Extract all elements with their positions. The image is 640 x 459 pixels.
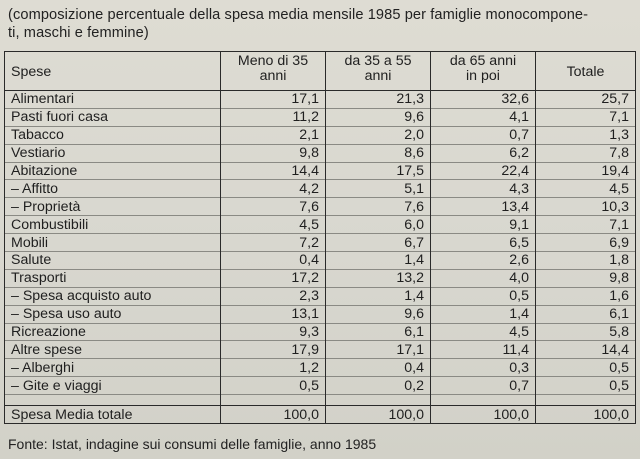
cell-totale: 6,1	[536, 305, 636, 323]
table-spacer-row	[5, 395, 636, 406]
cell-under-35: 13,1	[221, 305, 326, 323]
table-row	[5, 252, 636, 270]
cell-under-35: 7,2	[221, 234, 326, 252]
total-35-55: 100,0	[326, 406, 431, 424]
row-label: Combustibili	[5, 216, 221, 234]
cell-under-35: 4,2	[221, 180, 326, 198]
cell-under-35: 0,5	[221, 377, 326, 395]
cell-totale: 19,4	[536, 162, 636, 180]
cell-totale: 14,4	[536, 341, 636, 359]
table-row	[5, 126, 636, 144]
row-label: Trasporti	[5, 269, 221, 287]
spacer-cell	[326, 395, 431, 406]
cell-65-plus: 13,4	[431, 198, 536, 216]
cell-65-plus: 4,0	[431, 269, 536, 287]
source-note: Fonte: Istat, indagine sui consumi delle famiglie, anno 1985	[8, 436, 377, 452]
row-label: Vestiario	[5, 144, 221, 162]
cell-65-plus: 22,4	[431, 162, 536, 180]
header-35-55-line-1: da 35 a 55	[344, 53, 412, 69]
cell-35-55: 0,2	[326, 377, 431, 395]
cell-65-plus: 6,2	[431, 144, 536, 162]
total-label: Spesa Media totale	[5, 406, 221, 424]
cell-totale: 5,8	[536, 323, 636, 341]
table-row	[5, 91, 636, 109]
table-row	[5, 269, 636, 287]
cell-under-35: 17,1	[221, 91, 326, 109]
header-35-55-line-2: anni	[364, 68, 392, 84]
cell-under-35: 9,3	[221, 323, 326, 341]
cell-35-55: 9,6	[326, 305, 431, 323]
cell-totale: 0,5	[536, 359, 636, 377]
table-row	[5, 198, 636, 216]
table-row	[5, 216, 636, 234]
header-65-plus-line-2: in poi	[466, 68, 500, 84]
cell-under-35: 0,4	[221, 252, 326, 270]
cell-65-plus: 32,6	[431, 91, 536, 109]
cell-totale: 7,1	[536, 108, 636, 126]
cell-65-plus: 2,6	[431, 252, 536, 270]
cell-totale: 10,3	[536, 198, 636, 216]
row-label: – Spesa acquisto auto	[5, 287, 221, 305]
header-65-plus-line-1: da 65 anni	[449, 53, 517, 69]
caption-line-2: ti, maschi e femmine)	[8, 25, 149, 41]
cell-35-55: 1,4	[326, 287, 431, 305]
cell-35-55: 6,7	[326, 234, 431, 252]
row-label: Alimentari	[5, 91, 221, 109]
table-row	[5, 162, 636, 180]
row-label: Mobili	[5, 234, 221, 252]
cell-65-plus: 11,4	[431, 341, 536, 359]
expenditure-table	[4, 51, 636, 424]
cell-totale: 1,3	[536, 126, 636, 144]
cell-65-plus: 6,5	[431, 234, 536, 252]
table-row	[5, 377, 636, 395]
table-row	[5, 108, 636, 126]
header-totale: Totale	[536, 52, 636, 91]
row-label: Salute	[5, 252, 221, 270]
spacer-cell	[536, 395, 636, 406]
cell-totale: 7,8	[536, 144, 636, 162]
cell-totale: 1,8	[536, 252, 636, 270]
cell-35-55: 21,3	[326, 91, 431, 109]
cell-35-55: 6,1	[326, 323, 431, 341]
row-label: Ricreazione	[5, 323, 221, 341]
cell-65-plus: 0,7	[431, 377, 536, 395]
row-label: Tabacco	[5, 126, 221, 144]
caption-line-1: (composizione percentuale della spesa media mensile 1985 per famiglie monocompone-	[8, 7, 589, 23]
cell-totale: 6,9	[536, 234, 636, 252]
cell-totale: 0,5	[536, 377, 636, 395]
cell-totale: 7,1	[536, 216, 636, 234]
cell-35-55: 0,4	[326, 359, 431, 377]
header-65-plus	[431, 52, 536, 91]
cell-totale: 4,5	[536, 180, 636, 198]
header-35-55	[326, 52, 431, 91]
table-row	[5, 359, 636, 377]
header-spese: Spese	[5, 52, 221, 91]
cell-35-55: 17,1	[326, 341, 431, 359]
total-65-plus: 100,0	[431, 406, 536, 424]
cell-under-35: 9,8	[221, 144, 326, 162]
cell-under-35: 7,6	[221, 198, 326, 216]
cell-35-55: 6,0	[326, 216, 431, 234]
table-row	[5, 180, 636, 198]
cell-totale: 25,7	[536, 91, 636, 109]
cell-under-35: 2,1	[221, 126, 326, 144]
table-total-row	[5, 406, 636, 424]
row-label: – Proprietà	[5, 198, 221, 216]
table-header-row	[5, 52, 636, 91]
cell-35-55: 1,4	[326, 252, 431, 270]
table-row	[5, 341, 636, 359]
cell-under-35: 11,2	[221, 108, 326, 126]
table-row	[5, 287, 636, 305]
cell-65-plus: 4,5	[431, 323, 536, 341]
cell-65-plus: 4,1	[431, 108, 536, 126]
cell-65-plus: 1,4	[431, 305, 536, 323]
cell-totale: 1,6	[536, 287, 636, 305]
cell-totale: 9,8	[536, 269, 636, 287]
cell-35-55: 2,0	[326, 126, 431, 144]
row-label: Abitazione	[5, 162, 221, 180]
cell-35-55: 9,6	[326, 108, 431, 126]
table-row	[5, 323, 636, 341]
total-totale: 100,0	[536, 406, 636, 424]
spacer-cell	[221, 395, 326, 406]
row-label: – Affitto	[5, 180, 221, 198]
cell-35-55: 8,6	[326, 144, 431, 162]
cell-35-55: 13,2	[326, 269, 431, 287]
header-under-35-line-1: Meno di 35	[237, 53, 309, 69]
row-label: Pasti fuori casa	[5, 108, 221, 126]
spacer-cell	[431, 395, 536, 406]
cell-under-35: 4,5	[221, 216, 326, 234]
row-label: Altre spese	[5, 341, 221, 359]
table-row	[5, 144, 636, 162]
row-label: – Spesa uso auto	[5, 305, 221, 323]
cell-under-35: 2,3	[221, 287, 326, 305]
table-row	[5, 305, 636, 323]
cell-35-55: 7,6	[326, 198, 431, 216]
header-under-35-line-2: anni	[259, 68, 287, 84]
total-under-35: 100,0	[221, 406, 326, 424]
cell-65-plus: 4,3	[431, 180, 536, 198]
cell-under-35: 14,4	[221, 162, 326, 180]
table-row	[5, 234, 636, 252]
cell-65-plus: 0,7	[431, 126, 536, 144]
cell-65-plus: 0,3	[431, 359, 536, 377]
table-caption	[8, 6, 636, 42]
row-label: – Gite e viaggi	[5, 377, 221, 395]
cell-under-35: 1,2	[221, 359, 326, 377]
row-label: – Alberghi	[5, 359, 221, 377]
cell-35-55: 17,5	[326, 162, 431, 180]
header-under-35	[221, 52, 326, 91]
cell-under-35: 17,9	[221, 341, 326, 359]
cell-under-35: 17,2	[221, 269, 326, 287]
cell-65-plus: 0,5	[431, 287, 536, 305]
cell-65-plus: 9,1	[431, 216, 536, 234]
cell-35-55: 5,1	[326, 180, 431, 198]
spacer-cell	[5, 395, 221, 406]
